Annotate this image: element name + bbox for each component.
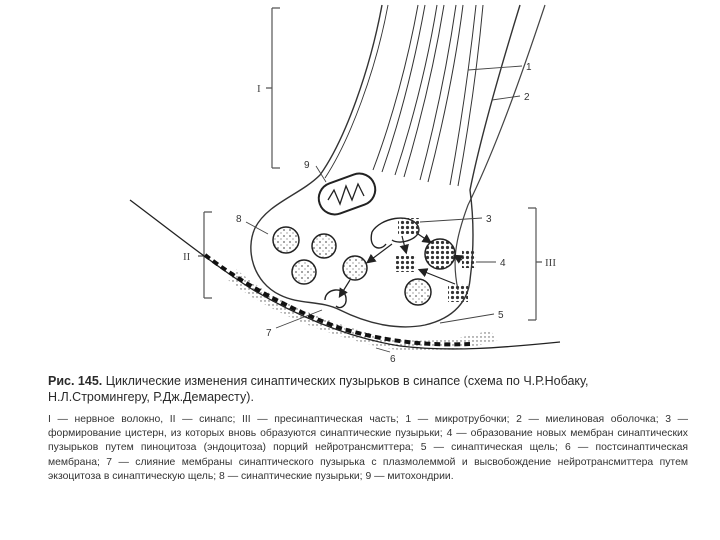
bracket-iii — [528, 208, 542, 320]
bracket-i — [266, 8, 280, 168]
label-7: 7 — [266, 328, 272, 339]
label-roman-iii: III — [545, 257, 556, 269]
label-roman-ii: II — [183, 251, 191, 263]
label-8: 8 — [236, 214, 242, 225]
figure-title: Циклические изменения синаптических пузырьков в синапсе (схема по Ч.Р.Нобаку, Н.Л.Стромингеру, Р.Дж.Демаресту). — [48, 374, 589, 404]
vesicle — [273, 227, 299, 253]
axon-terminal — [251, 5, 520, 327]
microtubules — [373, 5, 483, 186]
label-2: 2 — [524, 92, 530, 103]
label-9: 9 — [304, 160, 310, 171]
vesicle — [292, 260, 316, 284]
vesicle — [312, 234, 336, 258]
figure-number: Рис. 145. — [48, 374, 103, 388]
label-roman-i: I — [257, 83, 261, 95]
label-4: 4 — [500, 258, 506, 269]
label-5: 5 — [498, 310, 504, 321]
vesicle — [405, 279, 431, 305]
myelin-sheath — [455, 5, 545, 290]
label-6: 6 — [390, 354, 396, 365]
mitochondrion — [314, 169, 379, 219]
vesicle — [343, 256, 367, 280]
exocytosis-pit — [325, 290, 346, 308]
label-1: 1 — [526, 62, 532, 73]
figure-legend: I — нервное волокно, II — синапс; III — пресинаптическая часть; 1 — микротрубочки; 2 — миелиновая оболочка; 3 — формирование цистерн, из которых вновь образуются синаптические пузырьки; 4 — образование новых мембран синаптических пузырьков путем пиноцитоза (эндоцитоза) порций нейротрансмиттера; 5 — синаптическая щель; 6 — постсинаптическая мембрана; 7 — слияние мембраны синаптического пузырька с плазмолеммой и высвобождение нейротрансмиттера путем экзоцитоза в синаптическую щель; 8 — синаптические пузырьки; 9 — митохондрии. — [48, 414, 688, 482]
label-3: 3 — [486, 214, 492, 225]
figure-caption — [48, 373, 688, 405]
